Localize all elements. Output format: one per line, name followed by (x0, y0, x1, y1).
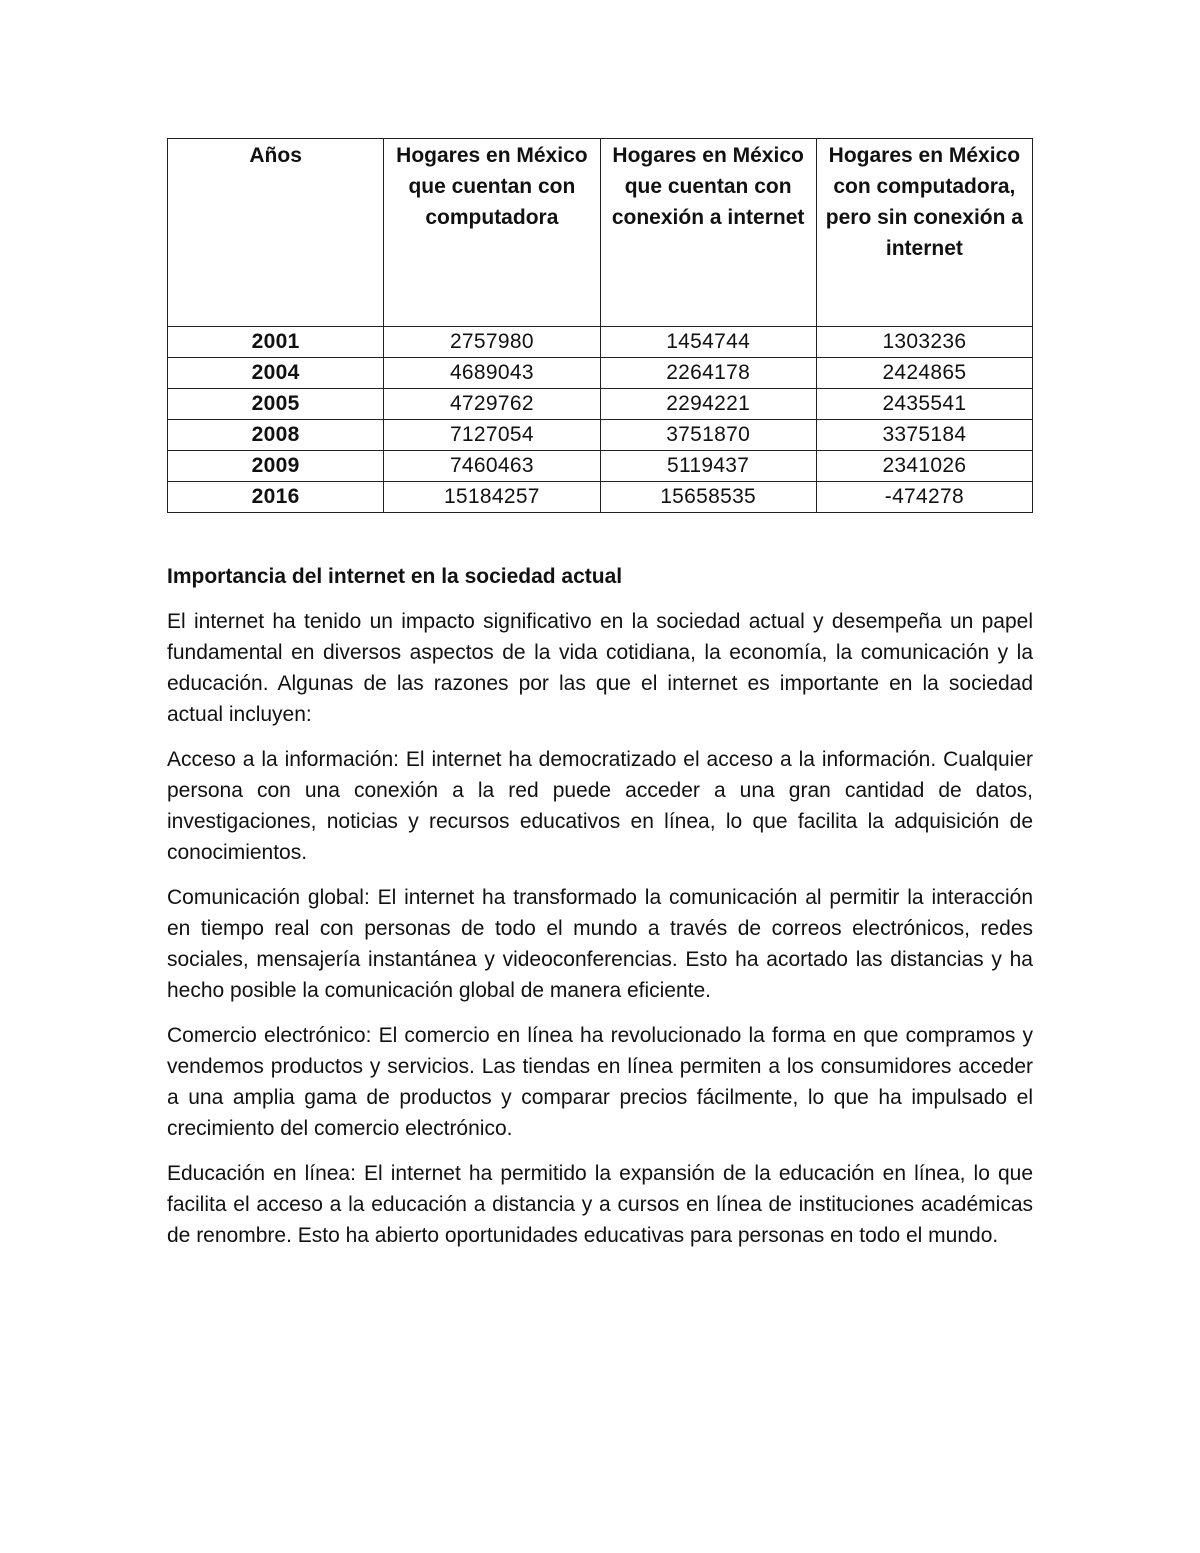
value-cell: 2341026 (816, 451, 1032, 482)
header-computer-no-internet-households: Hogares en México con computadora, pero sin conexión a internet (816, 139, 1032, 327)
value-cell: 3375184 (816, 420, 1032, 451)
value-cell: 2757980 (384, 327, 600, 358)
year-cell: 2001 (168, 327, 384, 358)
value-cell: 15658535 (600, 482, 816, 513)
value-cell: 15184257 (384, 482, 600, 513)
value-cell: -474278 (816, 482, 1032, 513)
paragraph-information-access: Acceso a la información: El internet ha democratizado el acceso a la información. Cualquier persona con una conexión a la red puede acceder a una gran cantidad de datos, investigaciones, noticias y recursos educativos en línea, lo que facilita la adquisición de conocimientos. (167, 748, 1033, 864)
value-cell: 2294221 (600, 389, 816, 420)
year-cell: 2016 (168, 482, 384, 513)
value-cell: 3751870 (600, 420, 816, 451)
year-cell: 2004 (168, 358, 384, 389)
value-cell: 1454744 (600, 327, 816, 358)
households-table (167, 138, 1033, 513)
table-row (168, 327, 1033, 358)
year-cell: 2005 (168, 389, 384, 420)
table-row (168, 451, 1033, 482)
table-header (168, 139, 1033, 327)
value-cell: 4729762 (384, 389, 600, 420)
paragraph-e-commerce: Comercio electrónico: El comercio en línea ha revolucionado la forma en que compramos y vendemos productos y servicios. Las tiendas en línea permiten a los consumidores acceder a una amplia gama de productos y comparar precios fácilmente, lo que ha impulsado el crecimiento del comercio electrónico. (167, 1024, 1033, 1140)
value-cell: 7460463 (384, 451, 600, 482)
section-heading: Importancia del internet en la sociedad actual (167, 565, 623, 588)
value-cell: 7127054 (384, 420, 600, 451)
table-body (168, 327, 1033, 513)
paragraph-online-education: Educación en línea: El internet ha permitido la expansión de la educación en línea, lo que facilita el acceso a la educación a distancia y a cursos en línea de instituciones académicas de renombre. Esto ha abierto oportunidades educativas para personas en todo el mundo. (167, 1162, 1033, 1247)
value-cell: 4689043 (384, 358, 600, 389)
year-cell: 2008 (168, 420, 384, 451)
table-row (168, 389, 1033, 420)
paragraph-global-communication: Comunicación global: El internet ha transformado la comunicación al permitir la interacción en tiempo real con personas de todo el mundo a través de correos electrónicos, redes sociales, mensajería instantánea y videoconferencias. Esto ha acortado las distancias y ha hecho posible la comunicación global de manera eficiente. (167, 886, 1033, 1002)
document-page (167, 138, 1033, 1251)
year-cell: 2009 (168, 451, 384, 482)
value-cell: 2424865 (816, 358, 1032, 389)
table-row (168, 482, 1033, 513)
value-cell: 5119437 (600, 451, 816, 482)
header-internet-households: Hogares en México que cuentan con conexión a internet (600, 139, 816, 327)
header-years: Años (168, 139, 384, 327)
table-row (168, 420, 1033, 451)
value-cell: 2264178 (600, 358, 816, 389)
intro-paragraph: El internet ha tenido un impacto significativo en la sociedad actual y desempeña un papel fundamental en diversos aspectos de la vida cotidiana, la economía, la comunicación y la educación. Algunas de las razones por las que el internet es importante en la sociedad actual incluyen: (167, 610, 1033, 726)
value-cell: 1303236 (816, 327, 1032, 358)
table-row (168, 358, 1033, 389)
value-cell: 2435541 (816, 389, 1032, 420)
header-computer-households: Hogares en México que cuentan con computadora (384, 139, 600, 327)
header-row (168, 139, 1033, 327)
